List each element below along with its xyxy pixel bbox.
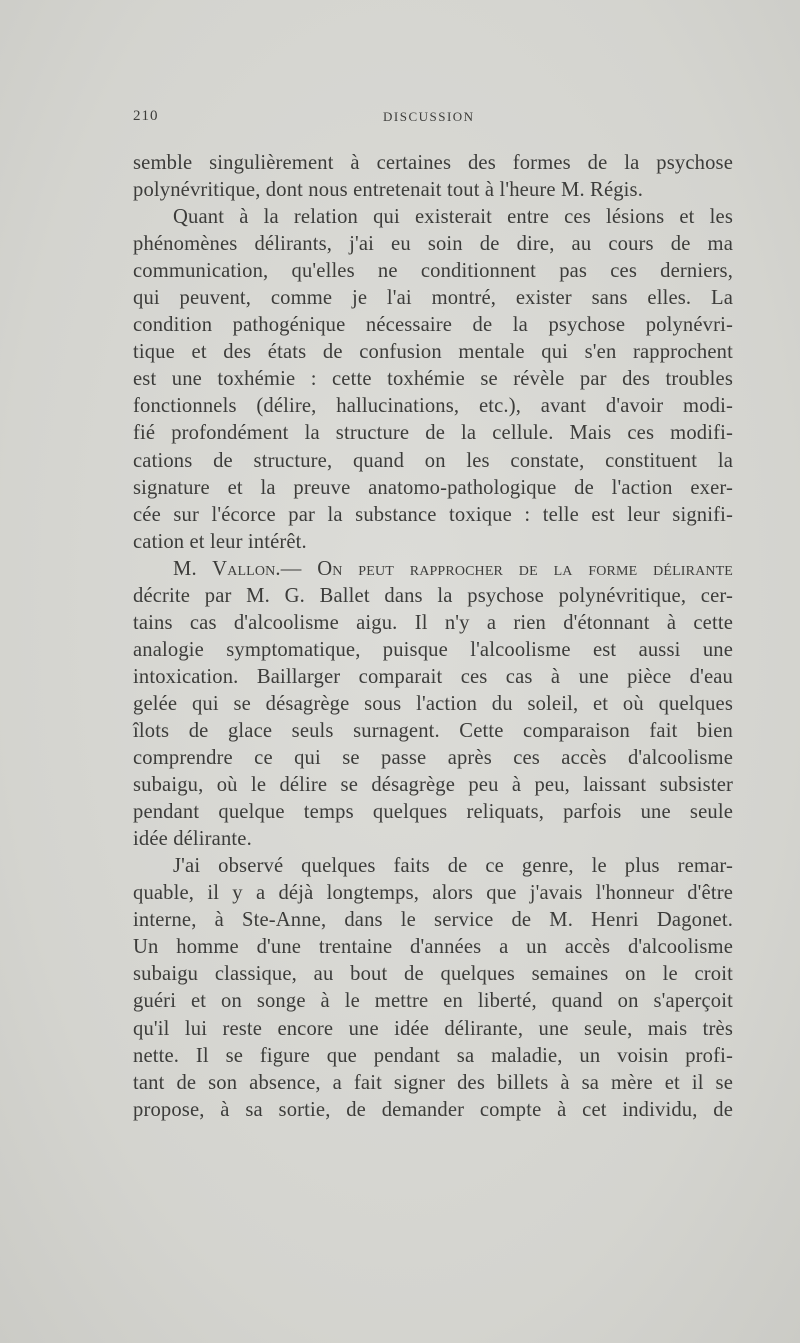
body-text xyxy=(133,150,733,1124)
text-line: analogie symptomatique, puisque l'alcoolisme est aussi une xyxy=(133,638,733,661)
text-line: fié profondément la structure de la cellule. Mais ces modifi- xyxy=(133,422,733,445)
text-line: subaigu classique, au bout de quelques semaines on le croit xyxy=(133,963,733,986)
text-line: signature et la preuve anatomo-pathologique de l'action exer- xyxy=(133,476,733,499)
text-line: qui peuvent, comme je l'ai montré, exister sans elles. La xyxy=(133,287,733,310)
text-line: cée sur l'écorce par la substance toxique : telle est leur signifi- xyxy=(133,503,733,526)
text-line: décrite par M. G. Ballet dans la psychose polynévritique, cer- xyxy=(133,584,733,607)
text-line: phénomènes délirants, j'ai eu soin de dire, au cours de ma xyxy=(133,233,733,256)
text-line: intoxication. Baillarger comparait ces cas à une pièce d'eau xyxy=(133,665,733,688)
text-line: qu'il lui reste encore une idée délirante, une seule, mais très xyxy=(133,1017,733,1040)
text-line: propose, à sa sortie, de demander compte à cet individu, de xyxy=(133,1098,733,1121)
text-line: gelée qui se désagrège sous l'action du soleil, et où quelques xyxy=(133,692,733,715)
text-line: polynévritique, dont nous entretenait tout à l'heure M. Régis. xyxy=(133,179,644,202)
paragraph-start: Quant à la relation qui existerait entre ces lésions et les xyxy=(173,206,733,229)
text-line: nette. Il se figure que pendant sa maladie, un voisin profi- xyxy=(133,1044,733,1067)
text-line: condition pathogénique nécessaire de la psychose polynévri- xyxy=(133,314,733,337)
text-line: tains cas d'alcoolisme aigu. Il n'y a rien d'étonnant à cette xyxy=(133,611,733,634)
text-line: interne, à Ste-Anne, dans le service de M. Henri Dagonet. xyxy=(133,909,733,932)
text-line: comprendre ce qui se passe après ces accès d'alcoolisme xyxy=(133,747,733,770)
page-header xyxy=(133,108,733,132)
text-line: communication, qu'elles ne conditionnent pas ces derniers, xyxy=(133,260,733,283)
text-line: tant de son absence, a fait signer des billets à sa mère et il se xyxy=(133,1071,733,1094)
paragraph-start: J'ai observé quelques faits de ce genre, le plus remar- xyxy=(173,855,733,878)
paragraph-start: M. Vallon.— On peut rapprocher de la forme délirante xyxy=(173,557,733,580)
text-line: Un homme d'une trentaine d'années a un accès d'alcoolisme xyxy=(133,936,733,959)
text-line: fonctionnels (délire, hallucinations, etc.), avant d'avoir modi- xyxy=(133,395,733,418)
text-line: cations de structure, quand on les constate, constituent la xyxy=(133,449,733,472)
text-line: cation et leur intérêt. xyxy=(133,530,307,553)
text-line: subaigu, où le délire se désagrège peu à peu, laissant subsister xyxy=(133,774,733,797)
text-line: îlots de glace seuls surnagent. Cette comparaison fait bien xyxy=(133,719,733,742)
page-number: 210 xyxy=(133,108,159,124)
text-line: guéri et on songe à le mettre en liberté, quand on s'aperçoit xyxy=(133,990,733,1013)
text-line: est une toxhémie : cette toxhémie se révèle par des troubles xyxy=(133,368,733,391)
text-line: idée délirante. xyxy=(133,828,252,851)
text-line: pendant quelque temps quelques reliquats, parfois une seule xyxy=(133,801,733,824)
text-line: quable, il y a déjà longtemps, alors que j'avais l'honneur d'être xyxy=(133,882,733,905)
text-line: semble singulièrement à certaines des formes de la psychose xyxy=(133,152,733,174)
text-line: tique et des états de confusion mentale qui s'en rapprochent xyxy=(133,341,733,364)
running-head: DISCUSSION xyxy=(383,109,475,124)
